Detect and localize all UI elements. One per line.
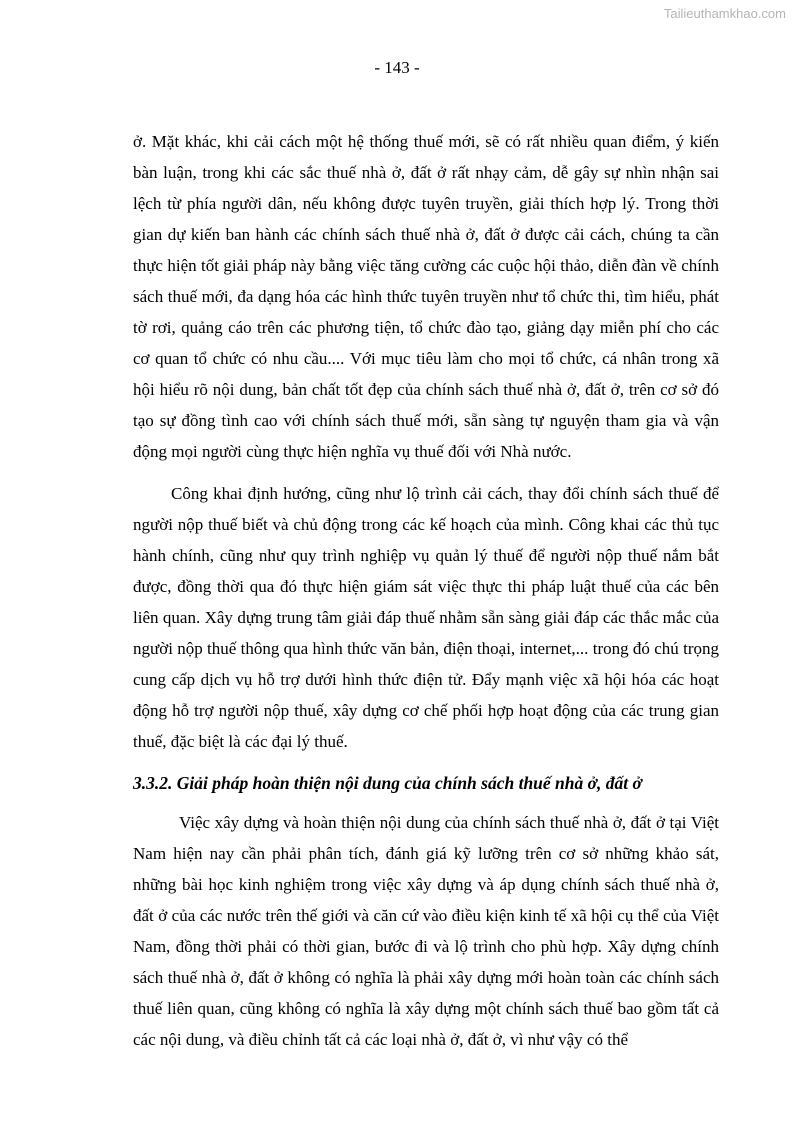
watermark: Tailieuthamkhao.com xyxy=(663,6,786,21)
page-number: - 143 - xyxy=(374,58,420,77)
paragraph-content-improvement: Việc xây dựng và hoàn thiện nội dung của chính sách thuế nhà ở, đất ở tại Việt Nam hiện nay cần phải phân tích, đánh giá kỹ lưỡng trên cơ sở những khảo sát, những bài học kinh nghiệm trong việc xây dựng và áp dụng chính sách thuế nhà ở, đất ở của các nước trên thế giới và căn cứ vào điều kiện kinh tế xã hội cụ thể của Việt Nam, đồng thời phải có thời gian, bước đi và lộ trình cho phù hợp. Xây dựng chính sách thuế nhà ở, đất ở không có nghĩa là phải xây dựng mới hoàn toàn các chính sách thuế liên quan, cũng không có nghĩa là xây dựng một chính sách thuế bao gồm tất cả các nội dung, và điều chỉnh tất cả các loại nhà ở, đất ở, vì như vậy có thể xyxy=(133,813,719,1049)
document-body xyxy=(133,126,719,1066)
paragraph-public-disclosure: Công khai định hướng, cũng như lộ trình cải cách, thay đổi chính sách thuế để người nộp thuế biết và chủ động trong các kế hoạch của mình. Công khai các thủ tục hành chính, cũng như quy trình nghiệp vụ quản lý thuế để người nộp thuế nắm bắt được, đồng thời qua đó thực hiện giám sát việc thực thi pháp luật thuế của các bên liên quan. Xây dựng trung tâm giải đáp thuế nhằm sẵn sàng giải đáp các thắc mắc của người nộp thuế thông qua hình thức văn bản, điện thoại, internet,... trong đó chú trọng cung cấp dịch vụ hỗ trợ dưới hình thức điện tử. Đẩy mạnh việc xã hội hóa các hoạt động hỗ trợ người nộp thuế, xây dựng cơ chế phối hợp hoạt động của các trung gian thuế, đặc biệt là các đại lý thuế. xyxy=(133,484,719,751)
section-heading: 3.3.2. Giải pháp hoàn thiện nội dung của chính sách thuế nhà ở, đất ở xyxy=(133,773,642,793)
paragraph-continuation: ở. Mặt khác, khi cải cách một hệ thống thuế mới, sẽ có rất nhiều quan điểm, ý kiến bàn luận, trong khi các sắc thuế nhà ở, đất ở rất nhạy cảm, dễ gây sự nhìn nhận sai lệch từ phía người dân, nếu không được tuyên truyền, giải thích hợp lý. Trong thời gian dự kiến ban hành các chính sách thuế nhà ở, đất ở được cải cách, chúng ta cần thực hiện tốt giải pháp này bằng việc tăng cường các cuộc hội thảo, diễn đàn về chính sách thuế mới, đa dạng hóa các hình thức tuyên truyền như tổ chức thi, tìm hiểu, phát tờ rơi, quảng cáo trên các phương tiện, tổ chức đào tạo, giảng dạy miễn phí cho các cơ quan tổ chức có nhu cầu.... Với mục tiêu làm cho mọi tổ chức, cá nhân trong xã hội hiểu rõ nội dung, bản chất tốt đẹp của chính sách thuế nhà ở, đất ở, trên cơ sở đó tạo sự đồng tình cao với chính sách thuế mới, sẵn sàng tự nguyện tham gia và vận động mọi người cùng thực hiện nghĩa vụ thuế đối với Nhà nước. xyxy=(133,132,719,461)
